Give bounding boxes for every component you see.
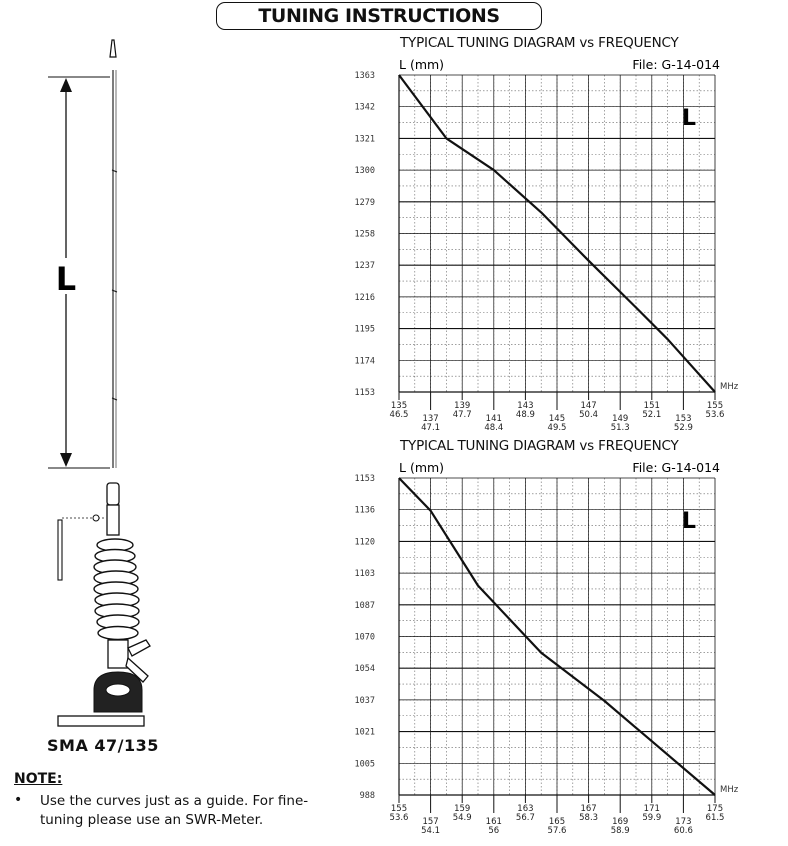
whip-tip-icon — [110, 40, 116, 57]
x-tick-label-length: 56 — [488, 826, 500, 836]
x-tick-label-length: 61.5 — [705, 813, 725, 823]
x-tick-label-length: 53.6 — [705, 410, 725, 420]
x-tick-label-length: 49.5 — [547, 423, 567, 433]
tuning-chart-lower — [340, 438, 788, 843]
x-tick-label-freq: 141 — [485, 414, 502, 424]
x-tick-label-freq: 151 — [643, 401, 660, 411]
x-tick-label-freq: 157 — [422, 817, 439, 827]
x-tick-label-length: 52.9 — [673, 423, 693, 433]
x-tick-label-freq: 175 — [706, 804, 724, 814]
x-tick-label-length: 48.4 — [484, 423, 504, 433]
antenna-model-label: SMA 47/135 — [47, 736, 159, 755]
file-label: File: G-14-014 — [632, 57, 720, 72]
x-tick-label-length: 53.6 — [389, 813, 409, 823]
set-screw-icon — [93, 515, 99, 521]
file-label: File: G-14-014 — [632, 460, 720, 475]
corner-length-label: L — [682, 106, 697, 131]
y-tick-label: 1195 — [354, 324, 375, 335]
y-axis-label: L (mm) — [399, 57, 445, 72]
note-body — [14, 792, 334, 830]
y-tick-label: 1005 — [354, 759, 375, 770]
x-tick-label-freq: 165 — [548, 817, 566, 827]
y-tick-label: 1174 — [354, 356, 375, 367]
x-tick-label-length: 59.9 — [642, 813, 662, 823]
x-tick-label-freq: 155 — [706, 401, 724, 411]
y-tick-label: 1363 — [354, 71, 375, 81]
allen-key-icon — [58, 520, 62, 580]
x-tick-label-freq: 167 — [580, 804, 597, 814]
whip-ferrule-lower — [107, 505, 119, 535]
x-tick-label-freq: 153 — [675, 414, 692, 424]
y-tick-label: 1216 — [354, 292, 375, 303]
y-axis-label: L (mm) — [399, 460, 445, 475]
note-text: Use the curves just as a guide. For fine-tuning please use an SWR-Meter. — [40, 793, 309, 828]
x-tick-label-length: 58.9 — [610, 826, 630, 836]
y-tick-label: 1103 — [354, 569, 375, 580]
y-tick-label: 1153 — [354, 474, 375, 484]
note-bullet: • — [14, 792, 23, 808]
y-tick-label: 1037 — [354, 695, 375, 706]
base-logo-icon — [106, 684, 130, 696]
mount-neck — [108, 640, 128, 668]
note-title: NOTE: — [14, 771, 63, 787]
y-tick-label: 1279 — [354, 197, 375, 208]
y-tick-label: 1070 — [354, 632, 375, 643]
x-tick-label-length: 50.4 — [579, 410, 599, 420]
y-tick-label: 1021 — [354, 727, 375, 738]
x-tick-label-freq: 145 — [548, 414, 566, 424]
chart-svg — [340, 35, 788, 440]
whip-ferrule — [107, 483, 119, 505]
x-tick-label-length: 52.1 — [642, 410, 662, 420]
y-tick-label: 1237 — [354, 261, 375, 272]
chart-title: TYPICAL TUNING DIAGRAM vs FREQUENCY — [400, 438, 679, 454]
x-tick-label-freq: 139 — [454, 401, 471, 411]
spring-coil-icon — [94, 539, 139, 640]
x-tick-label-length: 54.9 — [452, 813, 472, 823]
tuning-chart-upper — [340, 35, 788, 440]
x-tick-label-freq: 155 — [390, 804, 408, 814]
x-tick-label-length: 60.6 — [673, 826, 693, 836]
x-tick-label-freq: 163 — [517, 804, 534, 814]
x-tick-label-freq: 143 — [517, 401, 534, 411]
x-tick-label-length: 58.3 — [579, 813, 599, 823]
y-tick-label: 1120 — [354, 537, 375, 548]
base-connector — [58, 716, 144, 726]
y-tick-label: 1054 — [354, 664, 375, 675]
x-tick-label-freq: 135 — [390, 401, 408, 411]
y-tick-label: 1136 — [354, 505, 375, 516]
x-tick-label-freq: 173 — [675, 817, 692, 827]
y-tick-label: 988 — [359, 791, 375, 801]
x-unit-label: MHz — [720, 382, 739, 392]
x-tick-label-freq: 149 — [612, 414, 629, 424]
y-tick-label: 1300 — [354, 166, 375, 177]
corner-length-label: L — [682, 509, 697, 534]
x-tick-label-freq: 169 — [612, 817, 629, 827]
page-title: TUNING INSTRUCTIONS — [258, 5, 500, 27]
x-tick-label-length: 57.6 — [547, 826, 567, 836]
antenna-illustration — [0, 0, 340, 760]
x-tick-label-freq: 159 — [454, 804, 471, 814]
arrow-down-icon — [60, 453, 72, 467]
x-tick-label-freq: 171 — [643, 804, 660, 814]
chart-title: TYPICAL TUNING DIAGRAM vs FREQUENCY — [400, 35, 679, 51]
y-tick-label: 1342 — [354, 102, 375, 113]
dim-label: L — [55, 260, 77, 298]
y-tick-label: 1153 — [354, 388, 375, 398]
x-tick-label-freq: 137 — [422, 414, 439, 424]
x-tick-label-length: 48.9 — [515, 410, 535, 420]
arrow-up-icon — [60, 78, 72, 92]
y-tick-label: 1321 — [354, 134, 375, 145]
chart-svg — [340, 438, 788, 843]
x-tick-label-length: 51.3 — [610, 423, 630, 433]
x-tick-label-length: 46.5 — [389, 410, 409, 420]
x-tick-label-length: 54.1 — [421, 826, 441, 836]
x-tick-label-length: 47.1 — [421, 423, 441, 433]
y-tick-label: 1258 — [354, 229, 375, 240]
y-tick-label: 1087 — [354, 600, 375, 611]
x-tick-label-length: 56.7 — [515, 813, 535, 823]
x-unit-label: MHz — [720, 785, 739, 795]
x-tick-label-freq: 147 — [580, 401, 597, 411]
x-tick-label-freq: 161 — [485, 817, 502, 827]
x-tick-label-length: 47.7 — [452, 410, 472, 420]
